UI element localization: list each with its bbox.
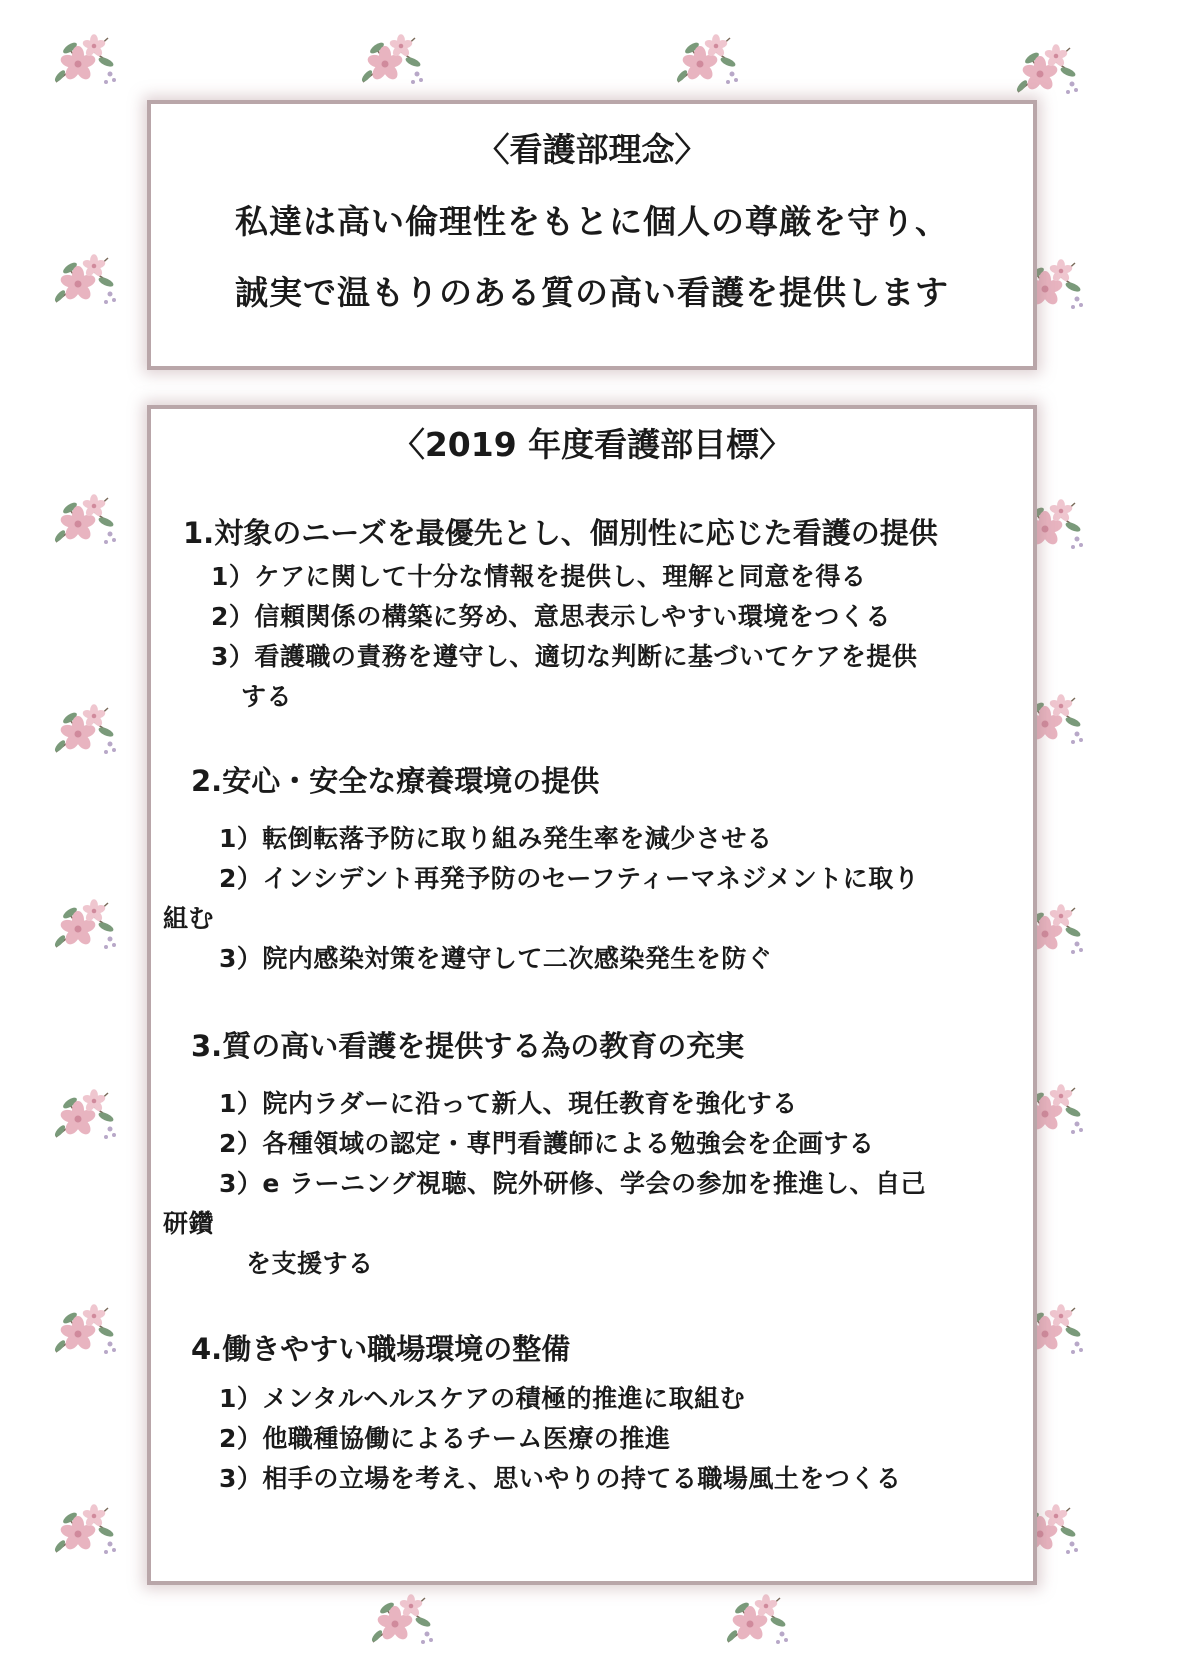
flower-decoration [48,700,118,760]
section-2-item-1: 1）転倒転落予防に取り組み発生率を減少させる [219,824,773,853]
philosophy-line-1: 私達は高い倫理性をもとに個人の尊厳を守り、 [235,202,949,241]
section-4-title: 4.働きやすい職場環境の整備 [191,1332,571,1366]
flower-decoration [48,895,118,955]
section-4-item-1: 1）メンタルヘルスケアの積極的推進に取組む [219,1384,746,1413]
goals-heading: 〈2019 年度看護部目標〉 [391,425,793,464]
section-2-item-2-cont: 組む [163,904,215,933]
flower-decoration [720,1590,790,1650]
section-2-item-2: 2）インシデント再発予防のセーフティーマネジメントに取り [219,864,920,893]
flower-decoration [48,490,118,550]
section-4-item-3: 3）相手の立場を考え、思いやりの持てる職場風土をつくる [219,1464,902,1493]
goals-box [147,405,1037,1585]
philosophy-heading: 〈看護部理念〉 [476,130,708,169]
flower-decoration [48,30,118,90]
philosophy-box [147,100,1037,370]
section-3-item-2: 2）各種領域の認定・専門看護師による勉強会を企画する [219,1129,875,1158]
section-2-item-3: 3）院内感染対策を遵守して二次感染発生を防ぐ [219,944,773,973]
flower-decoration [48,1300,118,1360]
flower-decoration [355,30,425,90]
section-3-item-3-cont2: を支援する [246,1249,374,1278]
section-1-item-1: 1）ケアに関して十分な情報を提供し、理解と同意を得る [211,562,867,591]
section-3-title: 3.質の高い看護を提供する為の教育の充実 [191,1029,745,1063]
philosophy-line-2: 誠実で温もりのある質の高い看護を提供します [235,273,949,312]
section-1-title: 1.対象のニーズを最優先とし、個別性に応じた看護の提供 [183,516,938,550]
flower-decoration [48,250,118,310]
flower-decoration [1010,40,1080,100]
section-3-item-3: 3）e ラーニング視聴、院外研修、学会の参加を推進し、自己 [219,1169,927,1198]
section-3-item-3-cont: 研鑽 [163,1209,215,1238]
section-1-item-3-cont: する [241,682,293,711]
section-2-title: 2.安心・安全な療養環境の提供 [191,764,600,798]
flower-decoration [48,1500,118,1560]
section-1-item-2: 2）信頼関係の構築に努め、意思表示しやすい環境をつくる [211,602,891,631]
flower-decoration [48,1085,118,1145]
section-1-item-3: 3）看護職の責務を遵守し、適切な判断に基づいてケアを提供 [211,642,918,671]
section-4-item-2: 2）他職種協働によるチーム医療の推進 [219,1424,671,1453]
flower-decoration [670,30,740,90]
section-3-item-1: 1）院内ラダーに沿って新人、現任教育を強化する [219,1089,798,1118]
flower-decoration [365,1590,435,1650]
